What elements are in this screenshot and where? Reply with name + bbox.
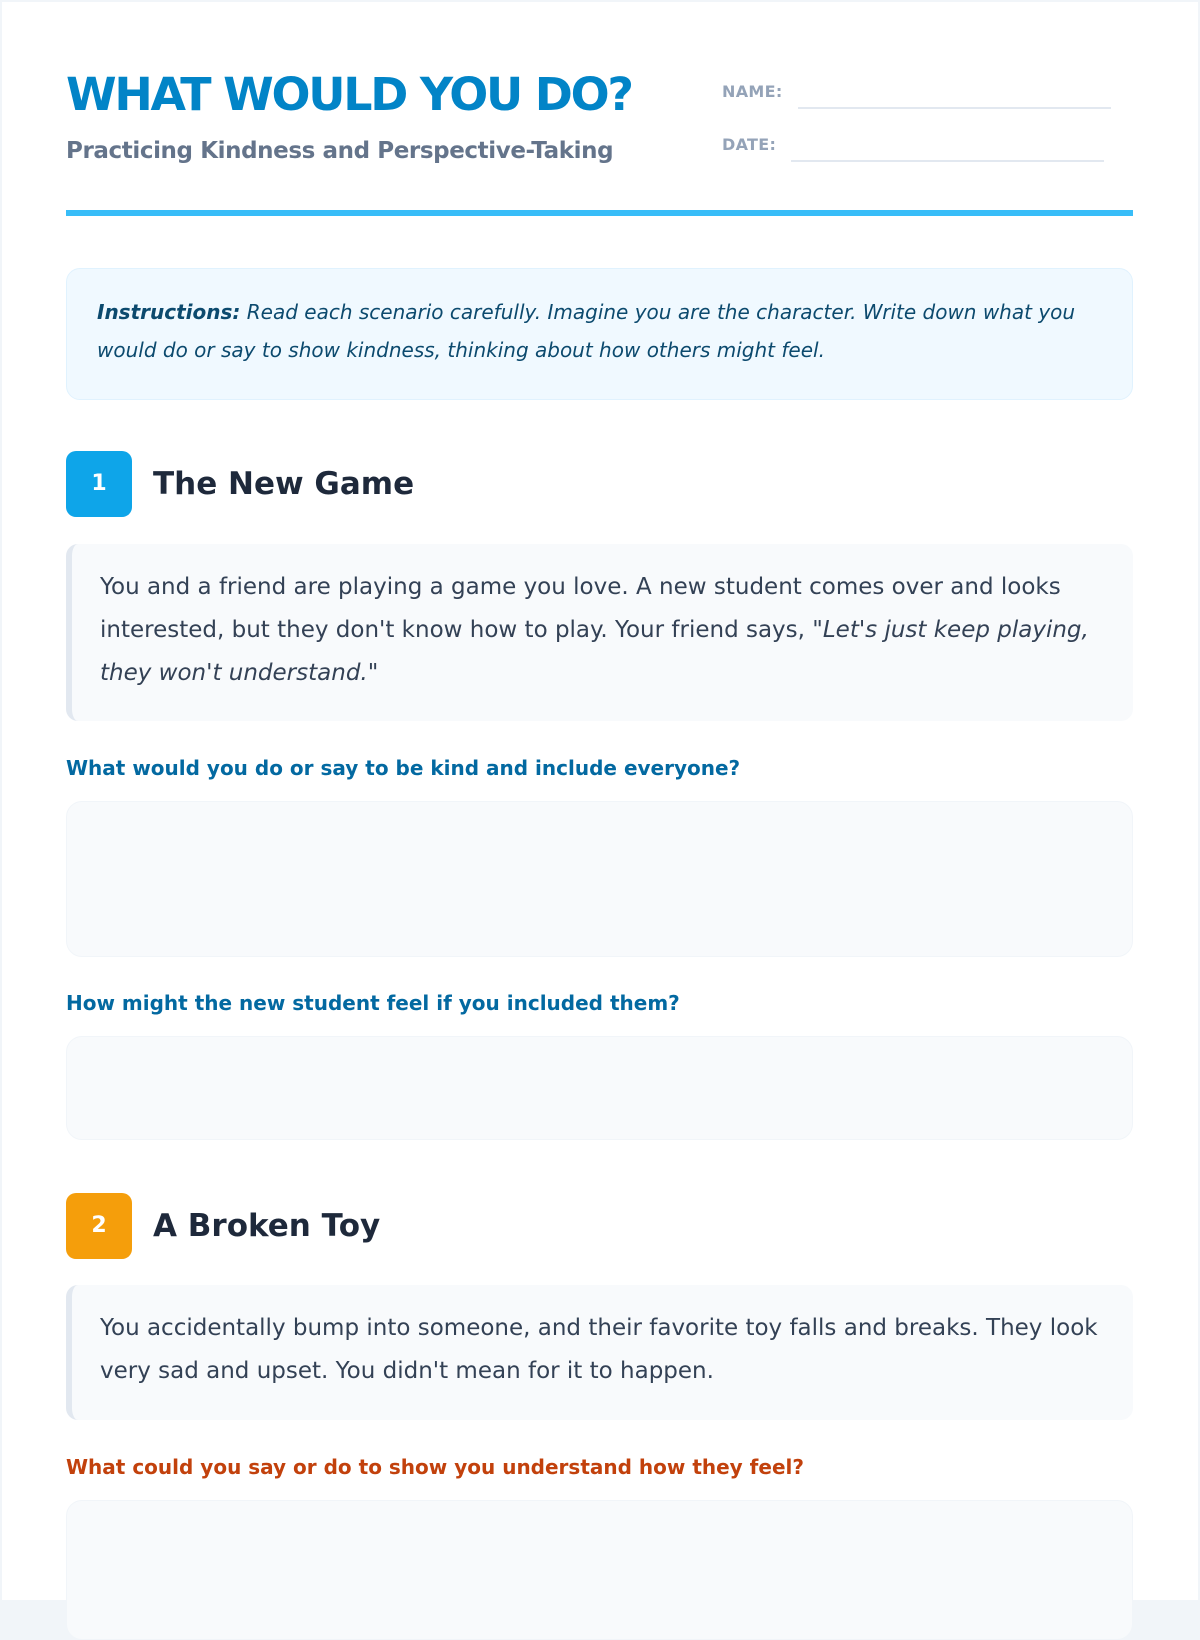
answer-box[interactable] xyxy=(66,1500,1133,1640)
instructions-text: Read each scenario carefully. Imagine you are the character. Write down what you would do or say to show kindness, thinking about how others might feel. xyxy=(97,300,1076,362)
question-label: How might the new student feel if you included them? xyxy=(66,991,680,1015)
scenario-title: A Broken Toy xyxy=(153,1208,381,1244)
date-label: DATE: xyxy=(722,135,777,154)
question-label: What could you say or do to show you understand how they feel? xyxy=(66,1455,804,1479)
header-divider xyxy=(66,210,1133,216)
answer-box[interactable] xyxy=(66,1036,1133,1140)
name-field[interactable] xyxy=(798,107,1111,109)
scenario-text-box xyxy=(66,544,1133,721)
name-label: NAME: xyxy=(722,82,783,101)
answer-box[interactable] xyxy=(66,801,1133,957)
page-subtitle: Practicing Kindness and Perspective-Taking xyxy=(66,138,614,164)
scenario-text: You and a friend are playing a game you love. A new student comes over and looks interested, but they don't know how to play. Your friend says, xyxy=(100,574,1061,643)
instructions-box xyxy=(66,268,1133,400)
instructions-label: Instructions: xyxy=(97,300,241,324)
scenario-number-badge: 2 xyxy=(66,1193,132,1259)
question-label: What would you do or say to be kind and include everyone? xyxy=(66,756,741,780)
scenario-text: You accidentally bump into someone, and their favorite toy falls and breaks. They look very sad and upset. You didn't mean for it to happen. xyxy=(100,1315,1098,1384)
scenario-quote: "Let's just keep playing, they won't understand." xyxy=(100,617,1089,686)
scenario-title: The New Game xyxy=(153,466,415,502)
scenario-text-box xyxy=(66,1285,1133,1420)
page-title: WHAT WOULD YOU DO? xyxy=(66,68,632,121)
scenario-number-badge: 1 xyxy=(66,451,132,517)
date-field[interactable] xyxy=(791,160,1104,162)
